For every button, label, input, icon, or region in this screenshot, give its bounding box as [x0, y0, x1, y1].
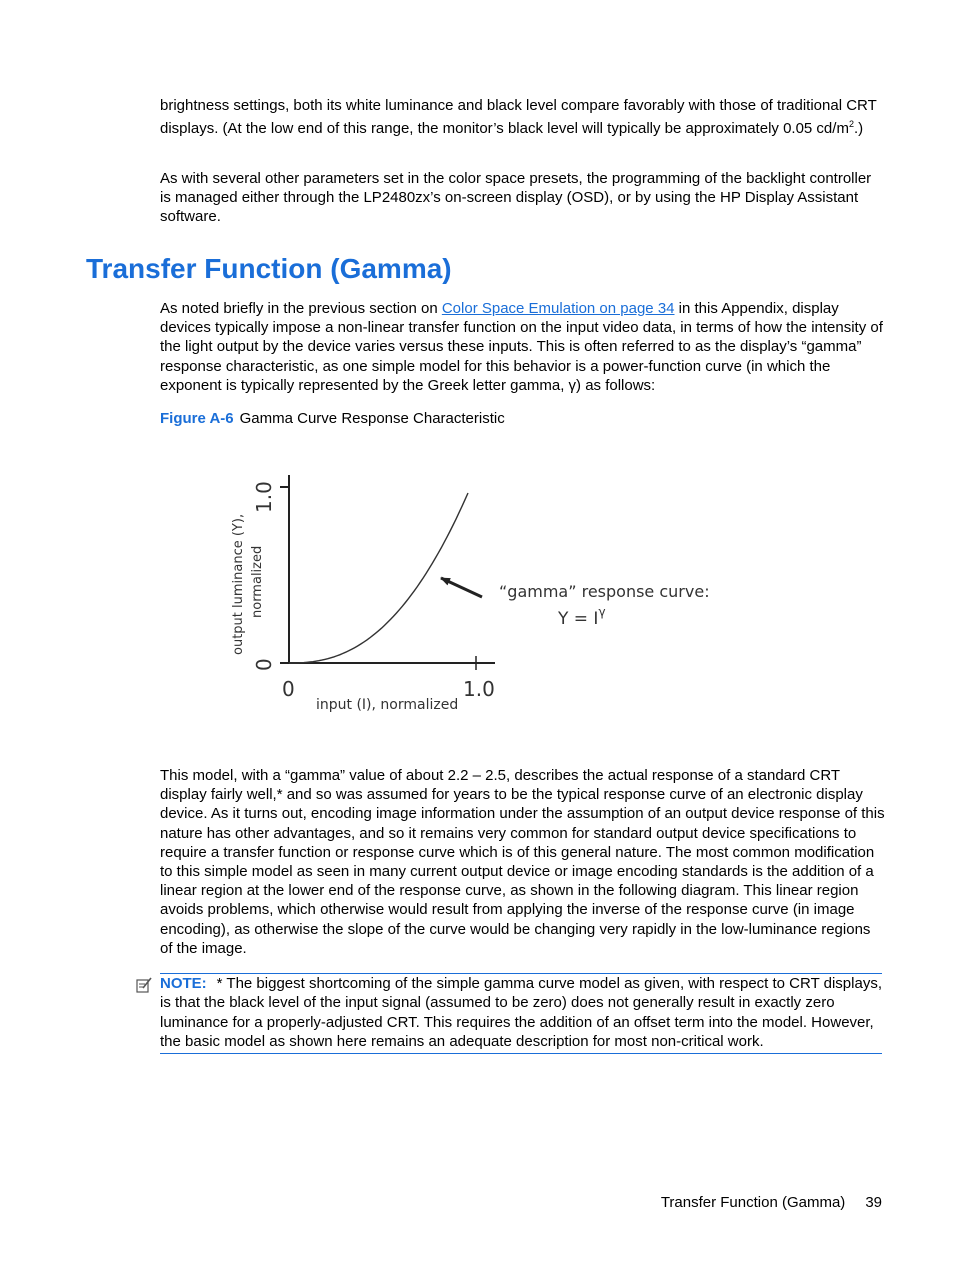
x-tick-right-label: 1.0: [463, 677, 495, 701]
annotation-line-1: “gamma” response curve:: [499, 582, 710, 601]
footer-title: Transfer Function (Gamma): [660, 1194, 846, 1211]
note-paragraph: [160, 974, 882, 1052]
gamma-curve-figure: [220, 460, 740, 730]
note-pencil-icon: [136, 977, 152, 993]
page-number: 39: [865, 1194, 882, 1211]
note-text: * The biggest shortcoming of the simple gamma curve model as given, with respect to CRT displays, is that the black level of the input signal (assumed to be zero) does not generally result in exactly zero luminance for a properly-adjusted CRT. This requires the addition of an offset term into the model. However, the basic model as shown here remains an adequate description for most non-critical work.: [160, 975, 882, 1051]
annotation-arrow: [441, 578, 482, 597]
annotation-formula-base: Y = I: [558, 609, 599, 629]
color-space-emulation-link[interactable]: Color Space Emulation on page 34: [441, 300, 675, 317]
note-label: NOTE:: [160, 975, 207, 992]
y-tick-top-label: 1.0: [252, 481, 276, 513]
y-tick-bottom-label: 0: [252, 658, 276, 671]
intro-paragraph-2: As with several other parameters set in the color space presets, the programming of the backlight controller is managed either through the LP2480zx’s on-screen display (OSD), or by using the HP Display Assistant software.: [160, 170, 872, 226]
section-heading: Transfer Function (Gamma): [86, 253, 452, 284]
intro-paragraph-1-end: .): [853, 120, 864, 138]
superscript: 2: [848, 119, 854, 130]
section-paragraph-1-after: in this Appendix, display devices typically impose a non-linear transfer function on the input video data, in terms of how the intensity of the light output by the device varies versus these inputs. This is often referred to as the display’s “gamma” response characteristic, as one simple model for this behavior is a power-function curve (in which the exponent is typically represented by the Greek letter gamma, γ) as follows:: [160, 300, 883, 394]
annotation-formula-exponent: γ: [598, 605, 606, 619]
y-axis-label-2: normalized: [250, 545, 265, 618]
figure-caption-text: Gamma Curve Response Characteristic: [239, 410, 505, 427]
figure-label: Figure A-6: [160, 410, 234, 427]
figure-caption: [160, 409, 505, 428]
section-paragraph-1: [160, 299, 885, 395]
intro-paragraph-1: [160, 96, 885, 138]
body-paragraph-3: This model, with a “gamma” value of about 2.2 – 2.5, describes the actual response of a standard CRT display fairly well,* and so was assumed for years to be the typical response curve of an electronic display device. As it turns out, encoding image information under the assumption of an output device response of this nature has other advantages, and so it remains very common for standard output device specifications to require a transfer function or response curve which is of this general nature. The most common modification to this simple model as seen in many current output device or image encoding standards is the addition of a linear region at the lower end of the response curve, as shown in the following diagram. This linear region avoids problems, which otherwise would result from applying the inverse of the response curve (in image encoding), as otherwise the slope of the curve would be changing very rapidly in the low-luminance regions of the image.: [160, 767, 885, 957]
gamma-curve-diagram: [220, 460, 740, 730]
y-axis-label-1: output luminance (Y),: [231, 513, 246, 655]
intro-paragraph-1-text: brightness settings, both its white luminance and black level compare favorably with those of traditional CRT displays. (At the low end of this range, the monitor’s black level will typically be approximately 0.05 cd/m: [160, 97, 877, 138]
x-axis-label: input (I), normalized: [316, 697, 459, 713]
annotation-formula: [557, 605, 606, 629]
note-box: [160, 973, 882, 1054]
x-tick-left-label: 0: [282, 677, 295, 701]
section-paragraph-1-before: As noted briefly in the previous section on: [160, 300, 442, 317]
page-footer: [661, 1193, 882, 1212]
